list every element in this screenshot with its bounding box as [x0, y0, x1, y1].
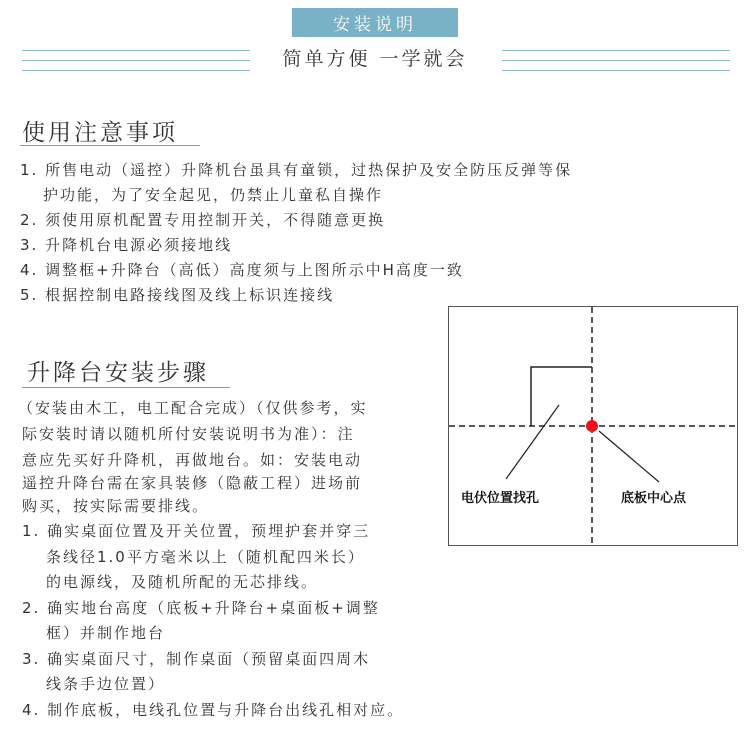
- steps-intro-line: 意应先买好升降机，再做地台。如：安装电动: [22, 451, 363, 469]
- steps-intro-line: 购买，按实际需要排线。: [22, 497, 210, 515]
- notes-title: 使用注意事项: [22, 120, 178, 146]
- diagram-drawing: [449, 307, 739, 547]
- diagram-box-outline: [531, 367, 592, 426]
- notes-line: 护功能，为了安全起见，仍禁止儿童私自操作: [43, 186, 384, 204]
- installation-diagram: [448, 306, 738, 546]
- diagram-center-point: [586, 420, 598, 432]
- diagram-pointer-right: [599, 431, 659, 482]
- notes-line: 4. 调整框+升降台（高低）高度须与上图所示中H高度一致: [20, 261, 464, 279]
- notes-title-underline: [20, 145, 200, 146]
- header-rule-right-bottom: [502, 70, 730, 71]
- header-banner: 安装说明: [292, 8, 458, 37]
- header-rule-left-mid: [22, 60, 250, 61]
- steps-intro-line: （安装由木工，电工配合完成）（仅供参考，实: [18, 399, 368, 417]
- header-rule-left-bottom: [22, 70, 250, 71]
- steps-item-line: 3. 确实桌面尺寸，制作桌面（预留桌面四周木: [22, 650, 371, 668]
- header-subtitle: 简单方便 一学就会: [282, 48, 468, 70]
- diagram-label-right: 底板中心点: [621, 491, 687, 506]
- steps-item-line: 的电源线，及随机所配的无芯排线。: [46, 573, 319, 591]
- notes-line: 5. 根据控制电路接线图及线上标识连接线: [20, 286, 335, 304]
- notes-line: 1. 所售电动（遥控）升降机台虽具有童锁，过热保护及安全防压反弹等保: [20, 161, 573, 179]
- header-rule-left-top: [22, 50, 250, 51]
- header-rule-right-mid: [502, 60, 730, 61]
- steps-intro-line: 遥控升降台需在家具装修（隐蔽工程）进场前: [22, 474, 363, 492]
- notes-line: 2. 须使用原机配置专用控制开关，不得随意更换: [20, 211, 386, 229]
- diagram-label-left: 电伏位置找孔: [461, 491, 540, 506]
- steps-item-line: 条线径1.0平方毫米以上（随机配四米长）: [46, 548, 365, 566]
- steps-item-line: 框）并制作地台: [46, 624, 166, 642]
- steps-item-line: 1. 确实桌面位置及开关位置，预埋护套并穿三: [22, 522, 371, 540]
- steps-intro-line: 际安装时请以随机所付安装说明书为准）：注: [22, 425, 355, 443]
- header-rule-right-top: [502, 50, 730, 51]
- steps-item-line: 2. 确实地台高度（底板+升降台+桌面板+调整: [22, 599, 380, 617]
- steps-item-line: 4. 制作底板，电线孔位置与升降台出线孔相对应。: [22, 701, 405, 719]
- notes-line: 3. 升降机台电源必须接地线: [20, 236, 233, 254]
- steps-title-underline: [22, 387, 230, 388]
- diagram-pointer-left: [506, 405, 559, 479]
- steps-title: 升降台安装步骤: [27, 360, 209, 386]
- steps-item-line: 线条手边位置）: [46, 675, 166, 693]
